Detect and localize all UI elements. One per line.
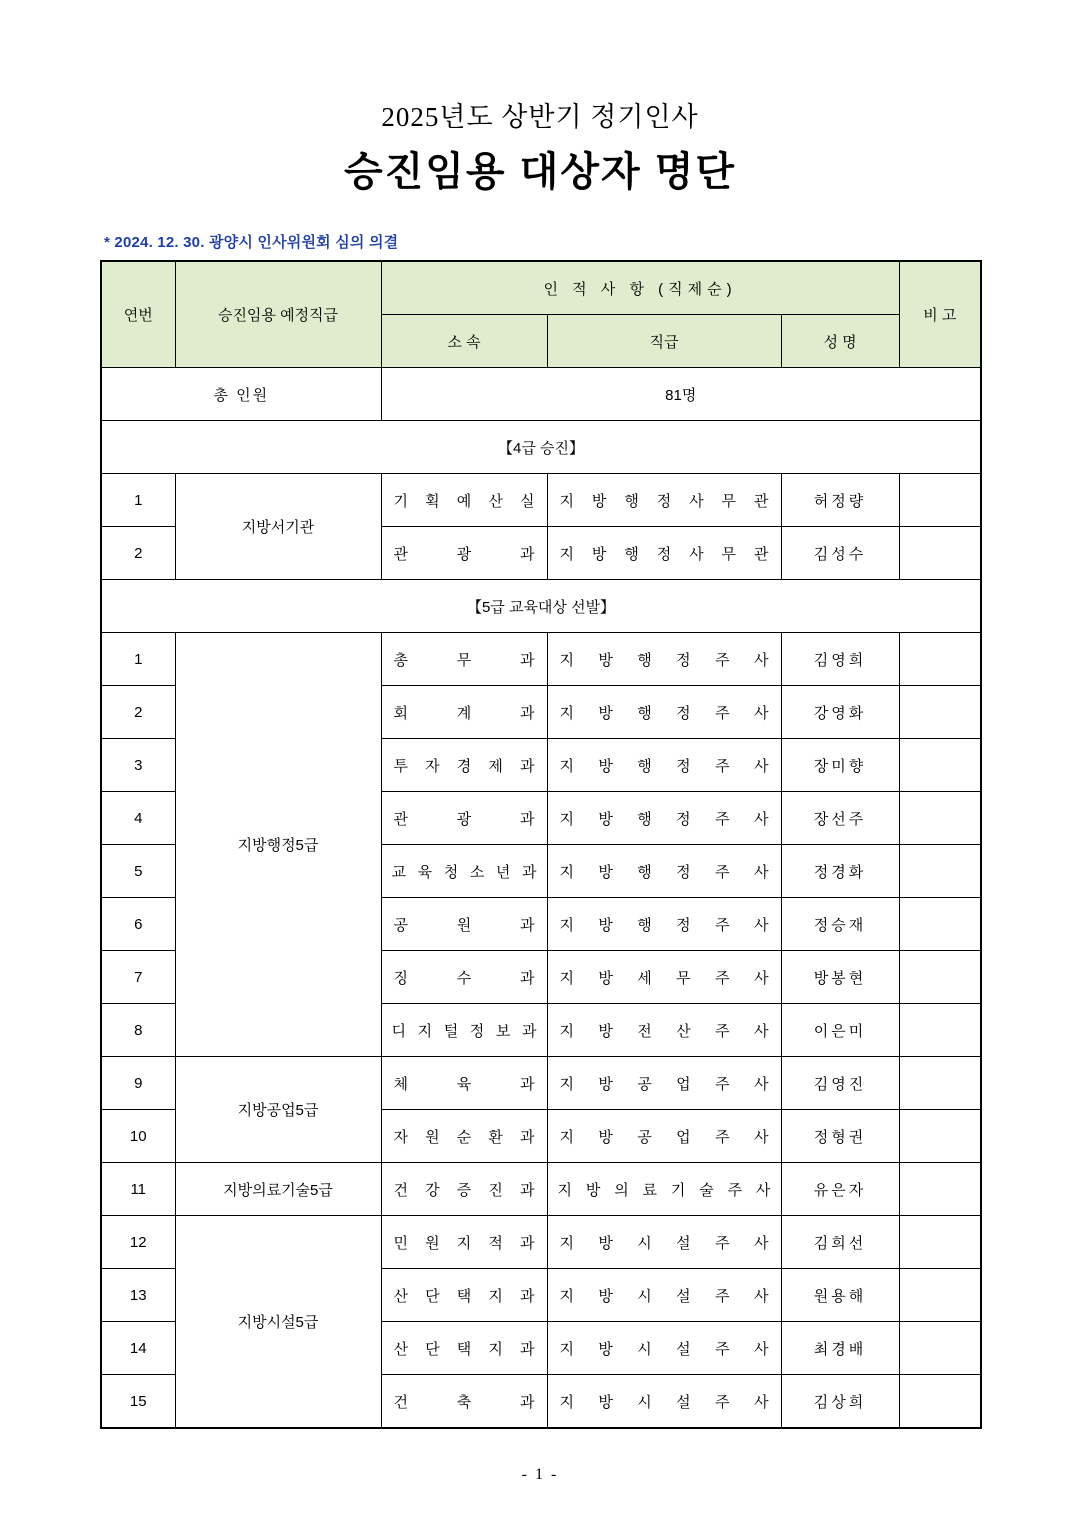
header-grade: 직급: [547, 315, 781, 368]
section-title: 【4급 승진】: [101, 421, 981, 474]
section-header-row: [101, 580, 981, 633]
cell-dept: 공 원 과: [381, 898, 547, 951]
table-row: [101, 633, 981, 686]
cell-memo: [899, 1057, 981, 1110]
cell-memo: [899, 898, 981, 951]
total-label: 총 인원: [101, 368, 381, 421]
cell-dept: 디 지 털 정 보 과: [381, 1004, 547, 1057]
cell-memo: [899, 1163, 981, 1216]
cell-no: 14: [101, 1322, 175, 1375]
cell-dept: 징 수 과: [381, 951, 547, 1004]
cell-name: 김상희: [781, 1375, 899, 1429]
total-row: [101, 368, 981, 421]
cell-no: 15: [101, 1375, 175, 1429]
cell-name: 김성수: [781, 527, 899, 580]
cell-dept: 자 원 순 환 과: [381, 1110, 547, 1163]
cell-dept: 교 육 청 소 년 과: [381, 845, 547, 898]
cell-memo: [899, 686, 981, 739]
cell-name: 방봉현: [781, 951, 899, 1004]
header-memo: 비 고: [899, 261, 981, 368]
cell-name: 정경화: [781, 845, 899, 898]
cell-grade: 지 방 전 산 주 사: [547, 1004, 781, 1057]
cell-grade: 지 방 행 정 사 무 관: [547, 527, 781, 580]
cell-name: 강영화: [781, 686, 899, 739]
cell-no: 1: [101, 474, 175, 527]
cell-name: 김영진: [781, 1057, 899, 1110]
cell-dept: 투 자 경 제 과: [381, 739, 547, 792]
header-no: 연번: [101, 261, 175, 368]
cell-memo: [899, 527, 981, 580]
cell-no: 5: [101, 845, 175, 898]
cell-memo: [899, 1216, 981, 1269]
cell-no: 13: [101, 1269, 175, 1322]
cell-dept: 관 광 과: [381, 527, 547, 580]
table-row: [101, 1163, 981, 1216]
cell-no: 2: [101, 686, 175, 739]
cell-no: 4: [101, 792, 175, 845]
cell-memo: [899, 1375, 981, 1429]
cell-grade: 지 방 행 정 주 사: [547, 845, 781, 898]
cell-grade: 지 방 시 설 주 사: [547, 1375, 781, 1429]
cell-dept: 관 광 과: [381, 792, 547, 845]
cell-no: 7: [101, 951, 175, 1004]
cell-name: 장미향: [781, 739, 899, 792]
cell-dept: 민 원 지 적 과: [381, 1216, 547, 1269]
promotion-table: [100, 260, 982, 1429]
cell-name: 원용해: [781, 1269, 899, 1322]
table-row: [101, 474, 981, 527]
cell-name: 김희선: [781, 1216, 899, 1269]
cell-name: 허정량: [781, 474, 899, 527]
cell-name: 최경배: [781, 1322, 899, 1375]
cell-dept: 건 강 증 진 과: [381, 1163, 547, 1216]
cell-memo: [899, 474, 981, 527]
cell-memo: [899, 1322, 981, 1375]
header-name: 성 명: [781, 315, 899, 368]
cell-rank-plan: 지방행정5급: [175, 633, 381, 1057]
header-personal-info: 인 적 사 항 (직제순): [381, 261, 899, 315]
section-header-row: [101, 421, 981, 474]
page-title: 승진임용 대상자 명단: [344, 150, 736, 194]
cell-dept: 기 획 예 산 실: [381, 474, 547, 527]
cell-grade: 지 방 시 설 주 사: [547, 1216, 781, 1269]
cell-memo: [899, 1110, 981, 1163]
cell-no: 10: [101, 1110, 175, 1163]
header-rank-plan: 승진임용 예정직급: [175, 261, 381, 368]
cell-grade: 지 방 행 정 주 사: [547, 739, 781, 792]
cell-no: 1: [101, 633, 175, 686]
cell-grade: 지 방 세 무 주 사: [547, 951, 781, 1004]
cell-memo: [899, 1004, 981, 1057]
cell-name: 정형권: [781, 1110, 899, 1163]
cell-name: 유은자: [781, 1163, 899, 1216]
document-subtitle: 2025년도 상반기 정기인사: [381, 102, 699, 132]
table-body: [101, 368, 981, 1429]
cell-name: 장선주: [781, 792, 899, 845]
cell-memo: [899, 845, 981, 898]
cell-dept: 회 계 과: [381, 686, 547, 739]
cell-no: 8: [101, 1004, 175, 1057]
cell-grade: 지 방 행 정 주 사: [547, 686, 781, 739]
cell-name: 이은미: [781, 1004, 899, 1057]
total-value: 81명: [381, 368, 981, 421]
cell-grade: 지 방 공 업 주 사: [547, 1110, 781, 1163]
cell-no: 2: [101, 527, 175, 580]
cell-memo: [899, 792, 981, 845]
cell-no: 3: [101, 739, 175, 792]
section-title: 【5급 교육대상 선발】: [101, 580, 981, 633]
cell-dept: 체 육 과: [381, 1057, 547, 1110]
cell-memo: [899, 739, 981, 792]
page-number: - 1 -: [521, 1466, 559, 1483]
cell-rank-plan: 지방공업5급: [175, 1057, 381, 1163]
cell-grade: 지 방 의 료 기 술 주 사: [547, 1163, 781, 1216]
cell-dept: 총 무 과: [381, 633, 547, 686]
cell-grade: 지 방 시 설 주 사: [547, 1269, 781, 1322]
cell-grade: 지 방 공 업 주 사: [547, 1057, 781, 1110]
cell-no: 6: [101, 898, 175, 951]
cell-memo: [899, 1269, 981, 1322]
cell-rank-plan: 지방서기관: [175, 474, 381, 580]
cell-grade: 지 방 행 정 주 사: [547, 633, 781, 686]
cell-no: 11: [101, 1163, 175, 1216]
cell-rank-plan: 지방시설5급: [175, 1216, 381, 1429]
table-row: [101, 1057, 981, 1110]
table-row: [101, 1216, 981, 1269]
cell-memo: [899, 951, 981, 1004]
cell-no: 9: [101, 1057, 175, 1110]
cell-grade: 지 방 행 정 사 무 관: [547, 474, 781, 527]
cell-rank-plan: 지방의료기술5급: [175, 1163, 381, 1216]
table-header: [101, 261, 981, 368]
cell-name: 김영희: [781, 633, 899, 686]
cell-memo: [899, 633, 981, 686]
cell-dept: 산 단 택 지 과: [381, 1269, 547, 1322]
cell-grade: 지 방 행 정 주 사: [547, 792, 781, 845]
cell-grade: 지 방 행 정 주 사: [547, 898, 781, 951]
cell-grade: 지 방 시 설 주 사: [547, 1322, 781, 1375]
cell-dept: 산 단 택 지 과: [381, 1322, 547, 1375]
approval-note: * 2024. 12. 30. 광양시 인사위원회 심의 의결: [104, 234, 399, 251]
cell-name: 정승재: [781, 898, 899, 951]
cell-dept: 건 축 과: [381, 1375, 547, 1429]
cell-no: 12: [101, 1216, 175, 1269]
header-dept: 소 속: [381, 315, 547, 368]
